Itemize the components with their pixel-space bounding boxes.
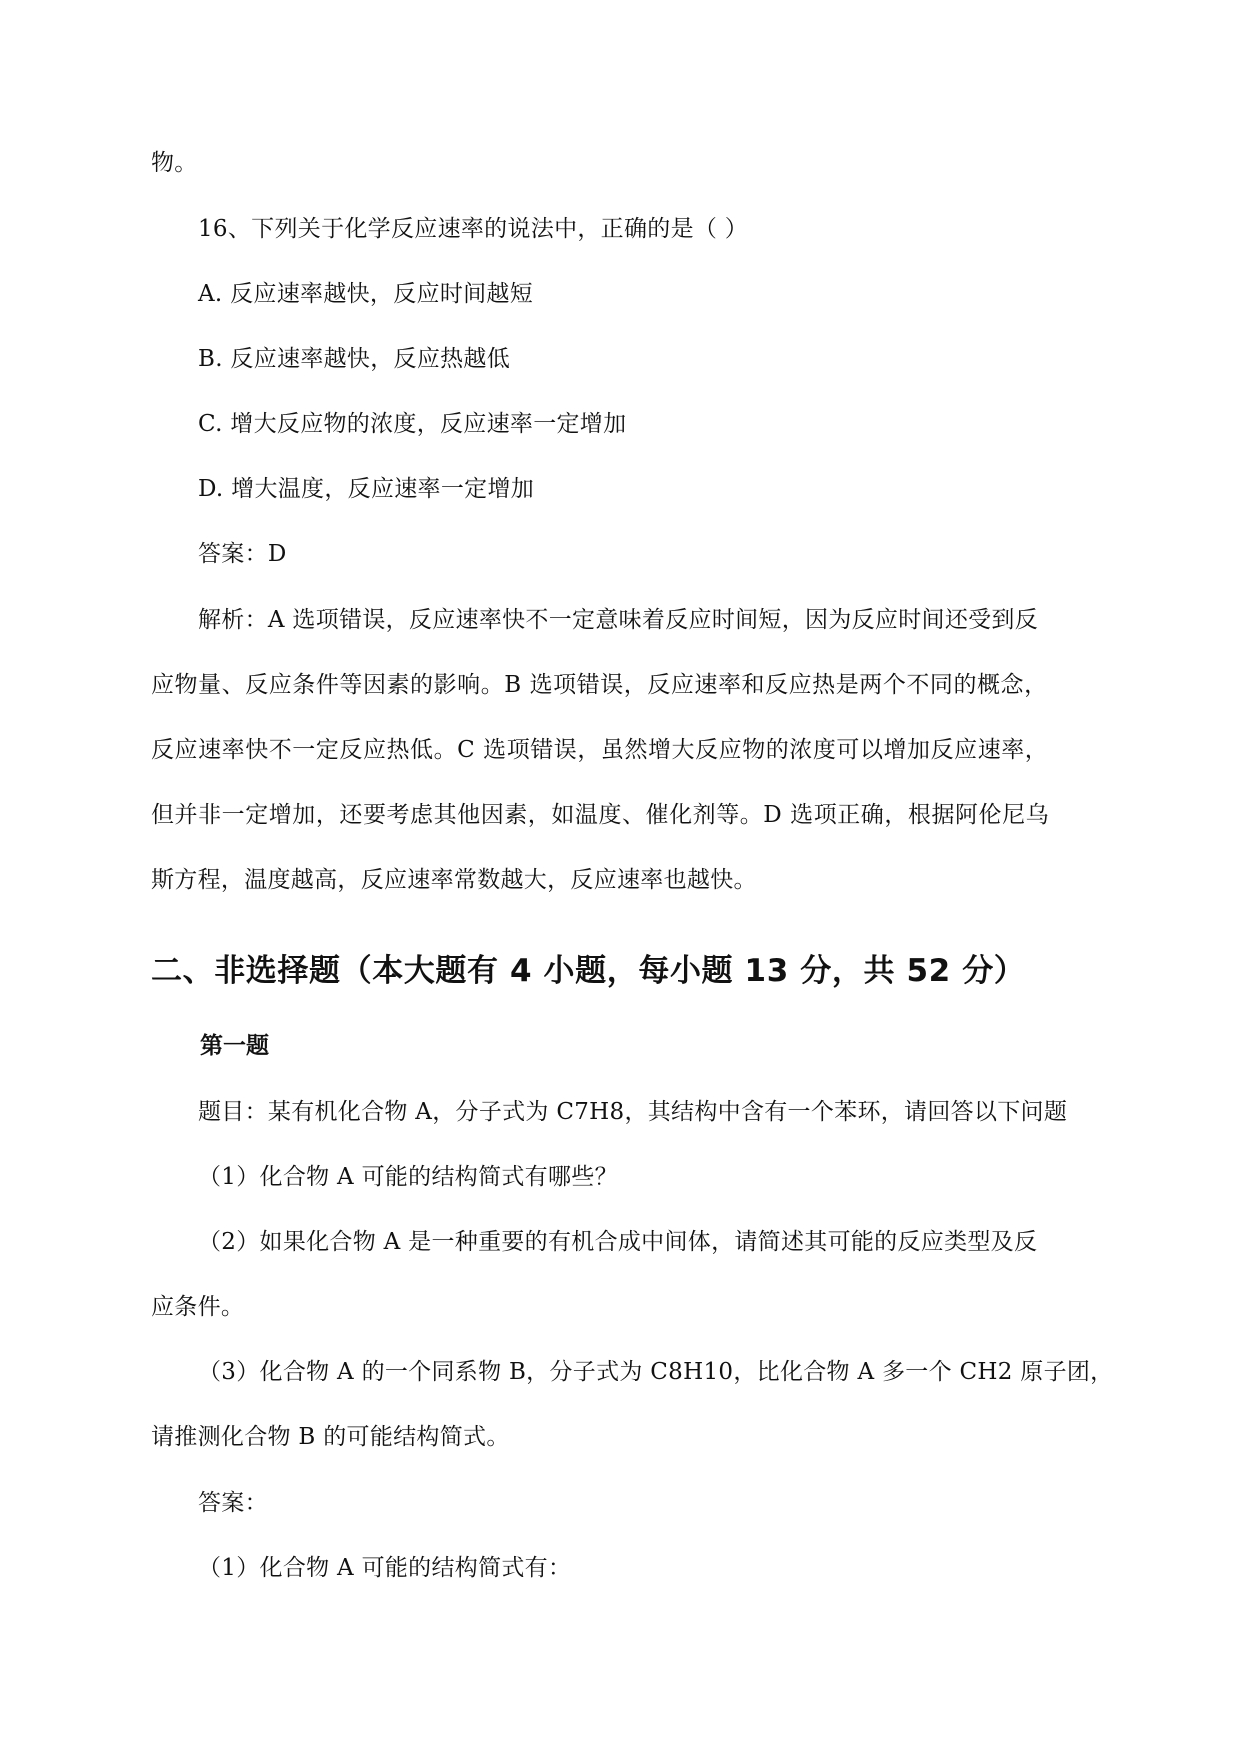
question-prompt: 题目：某有机化合物 A，分子式为 C7H8，其结构中含有一个苯环，请回答以下问题: [198, 1099, 1068, 1125]
sub-question-3-continued: 请推测化合物 B 的可能结构简式。: [151, 1424, 510, 1450]
answer-part-1: （1）化合物 A 可能的结构简式有：: [198, 1555, 572, 1581]
question-16-answer: 答案：D: [198, 541, 287, 567]
sub-question-2: （2）如果化合物 A 是一种重要的有机合成中间体，请简述其可能的反应类型及反: [198, 1229, 1038, 1255]
answer-label: 答案：: [198, 1490, 268, 1516]
question-16-option-b: B. 反应速率越快，反应热越低: [198, 346, 511, 372]
question-16-stem: 16、下列关于化学反应速率的说法中，正确的是（ ）: [198, 216, 749, 242]
analysis-line: 斯方程，温度越高，反应速率常数越大，反应速率也越快。: [151, 867, 757, 893]
analysis-line: 反应速率快不一定反应热低。C 选项错误，虽然增大反应物的浓度可以增加反应速率，: [151, 737, 1049, 763]
question-title: 第一题: [200, 1033, 269, 1059]
section-heading: 二、非选择题（本大题有 4 小题，每小题 13 分，共 52 分）: [151, 953, 1026, 989]
question-16-option-c: C. 增大反应物的浓度，反应速率一定增加: [198, 411, 627, 437]
sub-question-2-continued: 应条件。: [151, 1294, 245, 1320]
previous-question-tail: 物。: [151, 150, 198, 176]
sub-question-1: （1）化合物 A 可能的结构简式有哪些？: [198, 1164, 618, 1190]
sub-question-3: （3）化合物 A 的一个同系物 B，分子式为 C8H10，比化合物 A 多一个 CH2 原子团，: [198, 1359, 1114, 1385]
analysis-line: 但并非一定增加，还要考虑其他因素，如温度、催化剂等。D 选项正确，根据阿伦尼乌: [151, 802, 1050, 828]
question-16-option-d: D. 增大温度，反应速率一定增加: [198, 476, 535, 502]
analysis-line: 应物量、反应条件等因素的影响。B 选项错误，反应速率和反应热是两个不同的概念，: [151, 672, 1048, 698]
analysis-line: 解析：A 选项错误，反应速率快不一定意味着反应时间短，因为反应时间还受到反: [198, 607, 1039, 633]
question-16-option-a: A. 反应速率越快，反应时间越短: [198, 281, 534, 307]
